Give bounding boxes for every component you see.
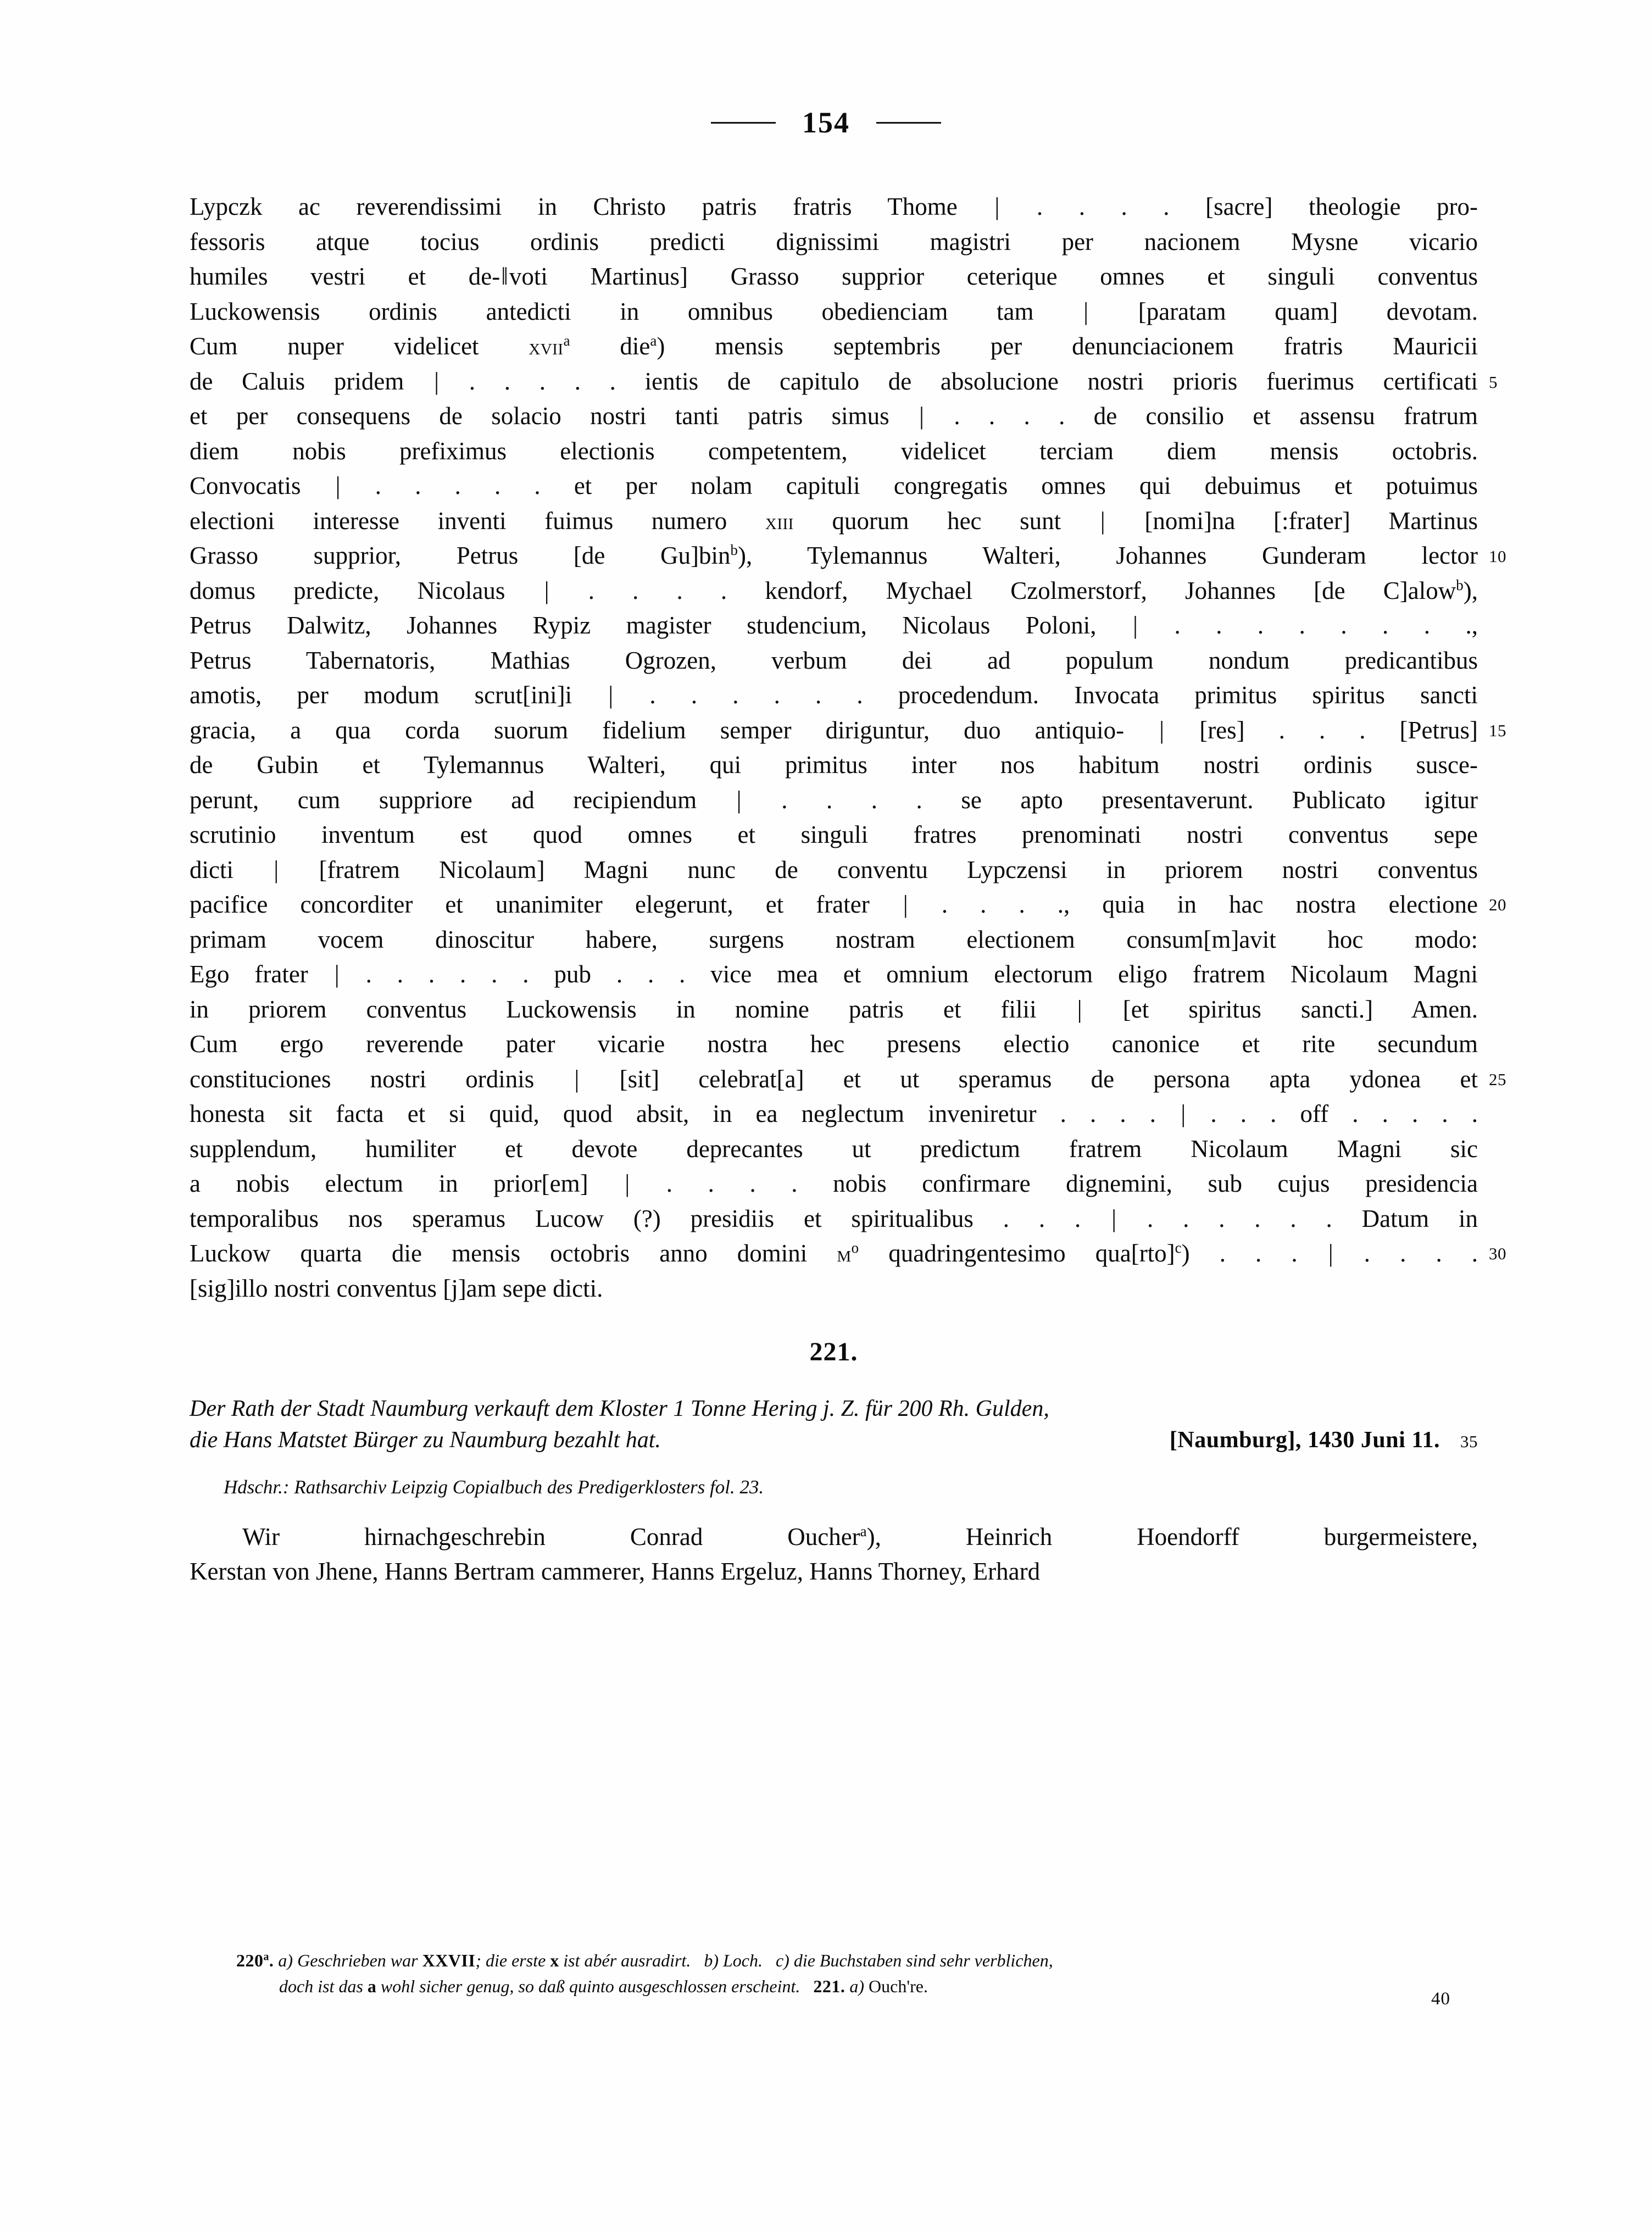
footnote-c-text: die Buchstaben sind sehr verblichen, — [793, 1950, 1053, 1970]
text-line-content: in priorem conventus Luckowensis in nomine patris et filii | [et spiritus sancti.] Amen. — [190, 995, 1478, 1023]
text-line — [190, 190, 1478, 225]
footnote-c-cont-part1: doch ist das — [279, 1976, 368, 1996]
text-line — [190, 364, 1478, 399]
rule-dash-left — [711, 122, 776, 124]
text-line — [190, 1554, 1478, 1590]
regest-line-1: Der Rath der Stadt Naumburg verkauft dem Kloster 1 Tonne Hering j. Z. für 200 Rh. Gulden, — [190, 1396, 1049, 1421]
text-line-content: honesta sit facta et si quid, quod absit, in ea neglectum inveniretur . . . . | . . . off . . . . . — [190, 1100, 1478, 1127]
footnote-221-text: Ouch're. — [869, 1976, 928, 1996]
text-line-content: dicti | [fratrem Nicolaum] Magni nunc de conventu Lypczensi in priorem nostri conventus — [190, 855, 1478, 883]
text-line — [190, 992, 1478, 1027]
text-line-content: Kerstan von Jhene, Hanns Bertram cammerer, Hanns Ergeluz, Hanns Thorney, Erhard — [190, 1558, 1041, 1585]
text-line-content: Cum ergo reverende pater vicarie nostra hec presens electio canonice et rite secundum — [190, 1030, 1478, 1058]
margin-line-number: 15 — [1489, 720, 1506, 740]
charter-221-source-note: Hdschr.: Rathsarchiv Leipzig Copialbuch des Predigerklosters fol. 23. — [224, 1476, 764, 1498]
text-line-content: a nobis electum in prior[em] | . . . . nobis confirmare dignemini, sub cujus presidencia — [190, 1170, 1478, 1197]
text-line — [190, 1166, 1478, 1202]
dateline-text: [Naumburg], 1430 Juni 11. — [1169, 1427, 1440, 1453]
charter-221-dateline — [1170, 1424, 1478, 1459]
text-line — [190, 1271, 1478, 1307]
text-line — [190, 225, 1478, 260]
footnote-ref-220: 220$^a$. — [236, 1950, 274, 1970]
footnote-a-text-part3: ist abér ausradirt. — [559, 1950, 691, 1970]
text-line — [190, 957, 1478, 992]
text-line-content: perunt, cum suppriore ad recipiendum | . . . . se apto presentaverunt. Publicato igitur — [190, 786, 1478, 814]
text-line-content: Lypczk ac reverendissimi in Christo patris fratris Thome | . . . . [sacre] theologie pro- — [190, 193, 1478, 220]
text-line-content: Luckow quarta die mensis octobris anno domini m$^o$ quadringentesimo qua[rto]$^c$) . . . | . . . . — [190, 1240, 1478, 1267]
text-line-content: Wir hirnachgeschrebin Conrad Oucher$^a$), Heinrich Hoendorff burgermeistere, — [242, 1522, 1478, 1551]
text-line-content: temporalibus nos speramus Lucow (?) presidiis et spiritualibus . . . | . . . . . . Datum in — [190, 1204, 1478, 1232]
text-line-content: de Gubin et Tylemannus Walteri, qui primitus inter nos habitum nostri ordinis susce- — [190, 751, 1478, 779]
charter-221-section — [190, 1337, 1478, 1590]
text-line-content: Ego frater | . . . . . . pub . . . vice mea et omnium electorum eligo fratrem Nicolaum Magni — [190, 960, 1478, 988]
regest-line-2-row — [190, 1424, 1478, 1459]
text-line — [190, 434, 1478, 469]
charter-221-regest — [190, 1393, 1478, 1459]
text-line-content: Convocatis | . . . . . et per nolam capituli congregatis omnes qui debuimus et potuimus — [190, 472, 1478, 499]
text-line-content: domus predicte, Nicolaus | . . . . kendorf, Mychael Czolmerstorf, Johannes [de C]alow$^b$), — [190, 576, 1478, 604]
text-line-content: [sig]illo nostri conventus [j]am sepe dicti. — [190, 1274, 603, 1302]
footnote-a-roman-numeral: XXVII — [422, 1950, 476, 1970]
text-line-content: pacifice concorditer et unanimiter elegerunt, et frater | . . . ., quia in hac nostra electione — [190, 891, 1478, 918]
text-line — [190, 538, 1478, 574]
footnote-line-2 — [236, 1974, 1483, 1999]
footnote-apparatus — [236, 1948, 1483, 1999]
text-line-content: Cum nuper videlicet xvii$^a$ die$^a$) mensis septembris per denunciacionem fratris Mauricii — [190, 332, 1478, 360]
text-line — [190, 1132, 1478, 1167]
footnote-ref-superscript: a — [263, 1950, 269, 1963]
text-line-content: Petrus Dalwitz, Johannes Rypiz magister studencium, Nicolaus Poloni, | . . . . . . . ., — [190, 612, 1478, 639]
text-line — [190, 887, 1478, 923]
text-line-content: Petrus Tabernatoris, Mathias Ogrozen, verbum dei ad populum nondum predicantibus — [190, 646, 1478, 674]
dateline-line-number: 35 — [1460, 1432, 1478, 1451]
text-line-content: scrutinio inventum est quod omnes et singuli fratres prenominati nostri conventus sepe — [190, 821, 1478, 848]
text-line-content: humiles vestri et de-‖voti Martinus] Grasso supprior ceterique omnes et singuli conventus — [190, 263, 1478, 290]
text-line-content: Luckowensis ordinis antedicti in omnibus obedienciam tam | [paratam quam] devotam. — [190, 297, 1478, 325]
text-line — [190, 818, 1478, 853]
regest-line-2: die Hans Matstet Bürger zu Naumburg bezahlt hat. — [190, 1427, 661, 1453]
text-line-content: Grasso supprior, Petrus [de Gu]bin$^b$), Tylemannus Walteri, Johannes Gunderam lector — [190, 542, 1478, 569]
text-line-content: constituciones nostri ordinis | [sit] celebrat[a] et ut speramus de persona apta ydonea et — [190, 1065, 1478, 1093]
footnote-marker-c: c) — [775, 1950, 789, 1970]
text-line — [190, 748, 1478, 783]
text-block — [190, 190, 1506, 1590]
footnote-ref-221: 221. — [813, 1976, 846, 1996]
text-line — [190, 608, 1478, 643]
text-line — [190, 1520, 1478, 1555]
running-head — [0, 108, 1652, 137]
text-line-content: amotis, per modum scrut[ini]i | . . . . . . procedendum. Invocata primitus spiritus sancti — [190, 681, 1478, 709]
text-line — [190, 1062, 1478, 1097]
text-line — [190, 713, 1478, 748]
charter-221-body — [190, 1520, 1478, 1590]
charter-220-text — [190, 190, 1506, 1306]
text-line — [190, 399, 1478, 434]
text-line — [190, 783, 1478, 818]
folio-number: 154 — [802, 106, 850, 139]
text-line-content: diem nobis prefiximus electionis competentem, videlicet terciam diem mensis octobris. — [190, 437, 1478, 465]
text-line — [190, 259, 1478, 294]
text-line-content: supplendum, humiliter et devote deprecantes ut predictum fratrem Nicolaum Magni sic — [190, 1135, 1478, 1163]
footnote-line-1 — [236, 1948, 1483, 1974]
footnote-221-marker-a: a) — [849, 1976, 865, 1996]
footnote-b-text: Loch. — [722, 1950, 763, 1970]
rule-dash-right — [876, 122, 941, 124]
margin-line-number: 5 — [1489, 372, 1498, 392]
page-line-number-40: 40 — [1431, 1989, 1450, 2009]
text-line — [190, 923, 1478, 958]
text-line — [190, 294, 1478, 330]
footnote-marker-b: b) — [704, 1950, 719, 1970]
margin-line-number: 30 — [1489, 1244, 1506, 1263]
margin-line-number: 25 — [1489, 1069, 1506, 1089]
text-line-content: primam vocem dinoscitur habere, surgens nostram electionem consum[m]avit hoc modo: — [190, 925, 1478, 953]
margin-line-number: 10 — [1489, 547, 1506, 566]
text-line — [190, 1097, 1478, 1132]
footnote-c-cont-part2: wohl sicher genug, so daß quinto ausgeschlossen erscheint. — [376, 1976, 800, 1996]
text-line — [190, 469, 1478, 504]
footnote-a-text-part2: ; die erste — [475, 1950, 550, 1970]
text-line-content: de Caluis pridem | . . . . . ientis de capitulo de absolucione nostri prioris fuerimus certificati — [190, 367, 1478, 395]
footnote-a-letter-x: x — [550, 1950, 559, 1970]
text-line-content: gracia, a qua corda suorum fidelium semper diriguntur, duo antiquio- | [res] . . . [Petrus] — [190, 716, 1478, 744]
text-line-content: et per consequens de solacio nostri tanti patris simus | . . . . de consilio et assensu fratrum — [190, 402, 1478, 430]
footnote-a-text-part1: Geschrieben war — [297, 1950, 422, 1970]
text-line — [190, 643, 1478, 679]
text-line — [190, 574, 1478, 609]
text-line — [190, 1236, 1478, 1271]
footnote-c-letter-a: a — [367, 1976, 376, 1996]
footnote-marker-a: a) — [278, 1950, 293, 1970]
text-line-content: electioni interesse inventi fuimus numero xiii quorum hec sunt | [nomi]na [:frater] Martinus — [190, 507, 1478, 535]
text-line-content: fessoris atque tocius ordinis predicti dignissimi magistri per nacionem Mysne vicario — [190, 227, 1478, 255]
charter-221-number: 221. — [809, 1337, 858, 1366]
margin-line-number: 20 — [1489, 895, 1506, 914]
